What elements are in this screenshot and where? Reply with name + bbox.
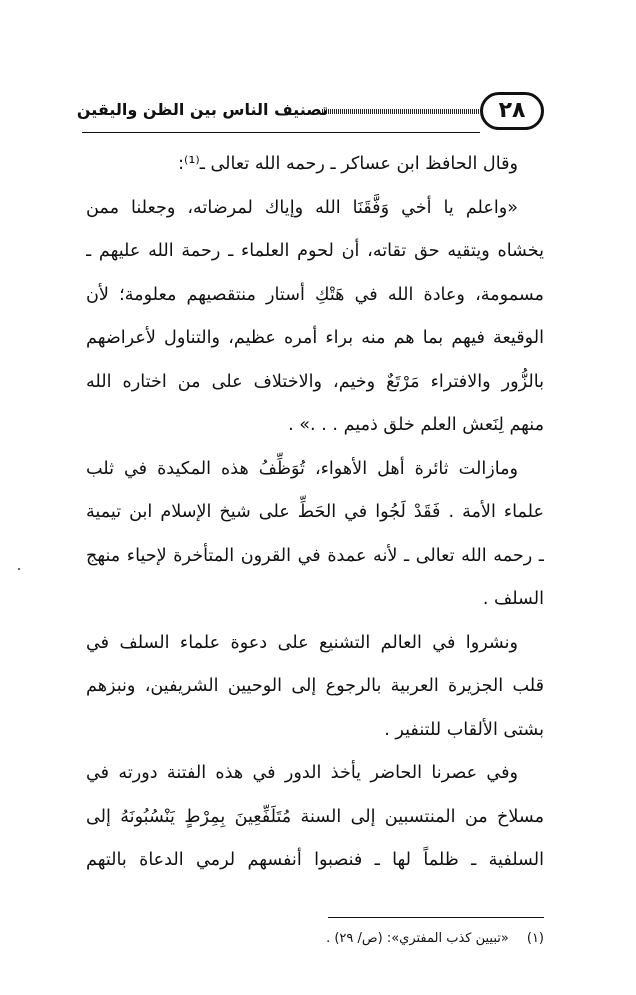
text-line: مسمومة، وعادة الله في هَتْكِ أستار منتقصيهم معلومة؛ لأن	[86, 284, 544, 305]
page-number-badge: ٢٨	[480, 92, 544, 130]
header-divider	[82, 132, 480, 133]
body-text	[86, 143, 544, 883]
text-line: بشتى الألقاب للتنفير .	[384, 719, 544, 740]
running-header	[76, 92, 544, 136]
text-line: السلفية ـ ظلماً لها ـ فنصبوا أنفسهم لرمي الدعاة بالتهم	[86, 850, 544, 870]
text-line: قلب الجزيرة العربية بالرجوع إلى الوحيين الشريفين، ونبزهم	[86, 676, 544, 696]
text-line: ـ رحمه الله تعالى ـ لأنه عمدة في القرون المتأخرة لإحياء منهج	[86, 545, 544, 566]
text-line: ومازالت ثائرة أهل الأهواء، تُوَظِّفُ هذه المكيدة في ثلب	[86, 458, 518, 479]
text-line: علماء الأمة . فَقَدْ لَجُوا في الحَطِّ على شيخ الإسلام ابن تيمية	[86, 502, 544, 522]
text-line: وقال الحافظ ابن عساكر ـ رحمه الله تعالى ـ⁽¹⁾:	[178, 154, 518, 174]
text-line: «واعلم يا أخي وَفَّقَنَا الله وإياك لمرضاته، وجعلنا ممن	[86, 197, 518, 218]
text-line: السلف .	[482, 589, 544, 609]
footnote	[86, 928, 544, 950]
scan-speck	[18, 568, 20, 570]
footnote-marker: (١)	[526, 931, 544, 946]
text-line: يخشاه ويتقيه حق تقاته، أن لحوم العلماء ـ رحمة الله عليهم ـ	[86, 241, 544, 261]
footnote-text: «تبيين كذب المفتري»: (ص/ ٢٩) .	[326, 931, 509, 946]
book-title: تصنيف الناس بين الظن واليقين	[76, 100, 328, 119]
text-line: بالزُّور والافتراء مَرْتَعٌ وخيم، والاختلاف على من اختاره الله	[86, 371, 544, 392]
text-line: مسلاخ من المنتسبين إلى السنة مُتَلَفِّعِينَ بِمِرْطٍ يَنْسُبُونَهُ إلى	[86, 806, 544, 827]
footnote-separator	[328, 917, 544, 918]
text-line: ونشروا في العالم التشنيع على دعوة علماء السلف في	[86, 632, 518, 653]
header-ornament-rule	[322, 109, 480, 114]
text-line: منهم لِنَعش العلم خلق ذميم . . .» .	[288, 415, 544, 435]
text-line: الوقيعة فيهم بما هم منه براء أمره عظيم، والتناول لأعراضهم	[86, 328, 544, 348]
text-line: وفي عصرنا الحاضر يأخذ الدور في هذه الفتنة دورته في	[86, 763, 518, 783]
